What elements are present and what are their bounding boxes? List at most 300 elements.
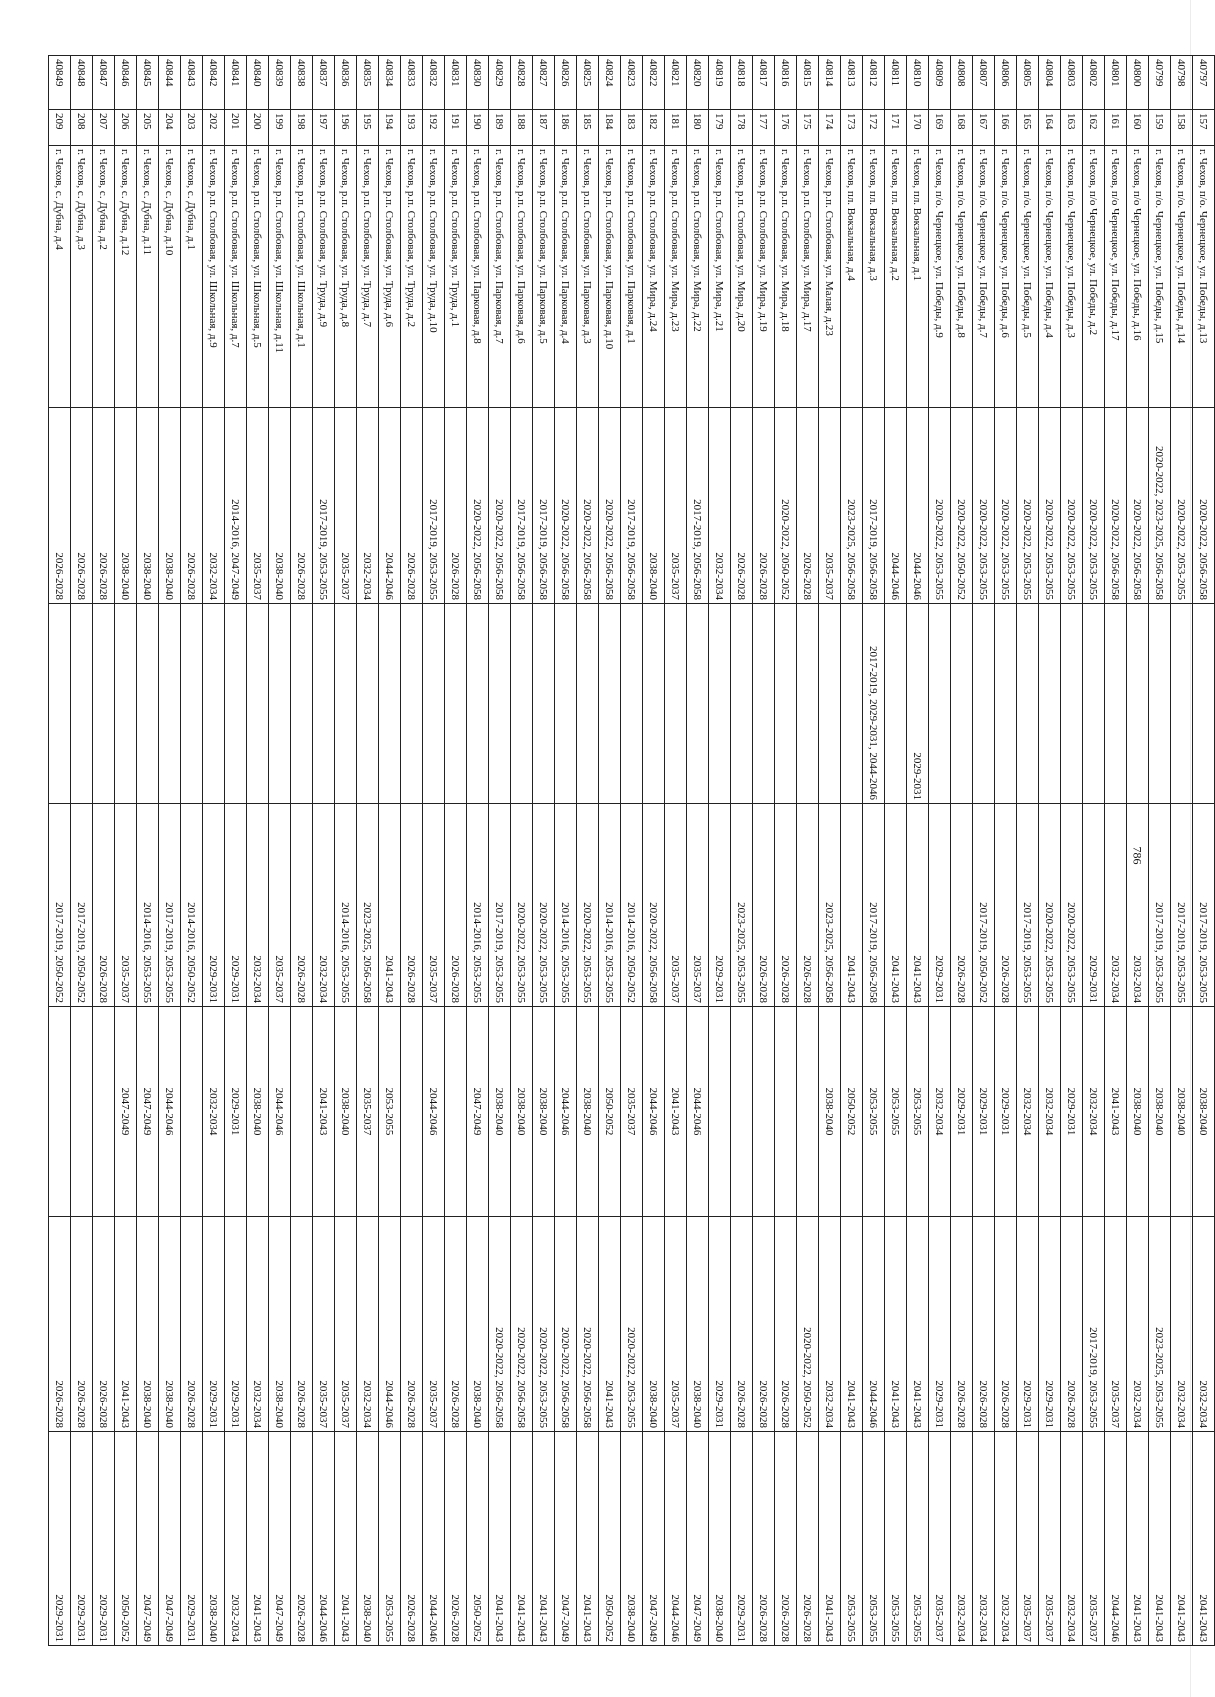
address-cell: г. Чехов, р.п. Столбовая, ул. Школьная, д.1 (291, 146, 313, 408)
period-col-3-cell: 2026-2028 (775, 804, 797, 1007)
row-number-cell: 198 (291, 110, 313, 146)
period-col-6-cell: 2047-2049 (555, 1432, 577, 1646)
period-col-5-cell: 2041-2043 (115, 1217, 137, 1432)
period-col-1-cell: 2026-2028 (181, 408, 203, 604)
row-id-cell: 40825 (577, 56, 599, 110)
row-id-cell: 40814 (819, 56, 841, 110)
period-col-6-cell: 2047-2049 (137, 1432, 159, 1646)
address-cell: г. Чехов, р.п. Столбовая, ул. Парковая, д.7 (489, 146, 511, 408)
period-col-1-cell: 2020-2022, 2056-2058 (577, 408, 599, 604)
address-cell: г. Чехов, р.п. Столбовая, ул. Парковая, д.3 (577, 146, 599, 408)
row-id-cell: 40826 (555, 56, 577, 110)
period-col-6-cell: 2041-2043 (1193, 1432, 1215, 1646)
period-col-2-cell (511, 604, 533, 804)
period-col-2-cell (709, 604, 731, 804)
period-col-5-cell: 2020-2022, 2056-2058 (511, 1217, 533, 1432)
row-id-cell: 40846 (115, 56, 137, 110)
period-col-1-cell: 2020-2022, 2056-2058 (1105, 408, 1127, 604)
period-col-1-cell: 2020-2022, 2056-2058 (1127, 408, 1149, 604)
period-col-1-cell: 2044-2046 (907, 408, 929, 604)
period-col-1-cell: 2023-2025, 2056-2058 (841, 408, 863, 604)
period-col-1-cell: 2032-2034 (203, 408, 225, 604)
period-col-5-cell: 2020-2022, 2056-2058 (555, 1217, 577, 1432)
address-cell: г. Чехов, с. Дубна, д.12 (115, 146, 137, 408)
period-col-3-cell: 2017-2019, 2050-2052 (973, 804, 995, 1007)
address-cell: г. Чехов, пл. Вокзальная, д.4 (841, 146, 863, 408)
table-row (951, 56, 973, 1646)
address-cell: г. Чехов, р.п. Столбовая, ул. Труда, д.9 (313, 146, 335, 408)
period-col-3-cell: 2020-2022, 2053-2055 (1061, 804, 1083, 1007)
row-id-cell: 40840 (247, 56, 269, 110)
period-col-5-cell: 2026-2028 (93, 1217, 115, 1432)
period-col-1-cell: 2044-2046 (379, 408, 401, 604)
period-col-1-cell: 2026-2028 (93, 408, 115, 604)
period-col-6-cell: 2047-2049 (269, 1432, 291, 1646)
row-id-cell: 40847 (93, 56, 115, 110)
period-col-6-cell: 2050-2052 (115, 1432, 137, 1646)
period-col-5-cell: 2026-2028 (71, 1217, 93, 1432)
row-number-cell: 168 (951, 110, 973, 146)
period-col-2-cell (159, 604, 181, 804)
period-col-6-cell: 2047-2049 (687, 1432, 709, 1646)
period-col-4-cell: 2044-2046 (643, 1007, 665, 1217)
row-id-cell: 40819 (709, 56, 731, 110)
period-col-2-cell (665, 604, 687, 804)
address-cell: г. Чехов, р.п. Столбовая, ул. Парковая, д.10 (599, 146, 621, 408)
period-col-5-cell: 2044-2046 (379, 1217, 401, 1432)
period-col-2-cell (71, 604, 93, 804)
row-id-cell: 40835 (357, 56, 379, 110)
row-number-cell: 157 (1193, 110, 1215, 146)
period-col-1-cell: 2026-2028 (401, 408, 423, 604)
address-cell: г. Чехов, р.п. Столбовая, ул. Мира, д.23 (665, 146, 687, 408)
table-row (489, 56, 511, 1646)
period-col-1-cell: 2020-2022, 2053-2055 (929, 408, 951, 604)
row-number-cell: 163 (1061, 110, 1083, 146)
row-number-cell: 187 (533, 110, 555, 146)
period-col-1-cell: 2026-2028 (49, 408, 71, 604)
table-row (555, 56, 577, 1646)
period-col-2-cell (951, 604, 973, 804)
period-col-1-cell: 2020-2022, 2056-2058 (555, 408, 577, 604)
row-number-cell: 188 (511, 110, 533, 146)
table-row (357, 56, 379, 1646)
period-col-2-cell (1083, 604, 1105, 804)
period-col-1-cell: 2020-2022, 2053-2055 (1083, 408, 1105, 604)
table-row (665, 56, 687, 1646)
period-col-3-cell: 2023-2025, 2056-2058 (357, 804, 379, 1007)
period-col-5-cell: 2044-2046 (863, 1217, 885, 1432)
row-id-cell: 40798 (1171, 56, 1193, 110)
row-number-cell: 179 (709, 110, 731, 146)
period-col-1-cell: 2032-2034 (357, 408, 379, 604)
period-col-5-cell: 2017-2019, 2053-2055 (1083, 1217, 1105, 1432)
period-col-1-cell: 2026-2028 (445, 408, 467, 604)
period-col-3-cell: 2026-2028 (445, 804, 467, 1007)
period-col-1-cell: 2020-2022, 2050-2052 (775, 408, 797, 604)
address-cell: г. Чехов, р.п. Столбовая, ул. Мира, д.21 (709, 146, 731, 408)
address-cell: г. Чехов, р.п. Столбовая, ул. Парковая, д.8 (467, 146, 489, 408)
period-col-1-cell: 2020-2022, 2056-2058 (489, 408, 511, 604)
period-col-4-cell: 2038-2040 (533, 1007, 555, 1217)
period-col-4-cell: 2047-2049 (115, 1007, 137, 1217)
table-row (269, 56, 291, 1646)
table-row (577, 56, 599, 1646)
period-col-1-cell: 2017-2019, 2053-2055 (313, 408, 335, 604)
table-row (379, 56, 401, 1646)
period-col-6-cell: 2044-2046 (665, 1432, 687, 1646)
period-col-4-cell: 2038-2040 (247, 1007, 269, 1217)
period-col-5-cell: 2032-2034 (357, 1217, 379, 1432)
row-number-cell: 160 (1127, 110, 1149, 146)
period-col-6-cell: 2032-2034 (951, 1432, 973, 1646)
period-col-5-cell: 2029-2031 (225, 1217, 247, 1432)
period-col-6-cell: 2041-2043 (1149, 1432, 1171, 1646)
period-col-2-cell (753, 604, 775, 804)
period-col-5-cell: 2038-2040 (687, 1217, 709, 1432)
table-row (1083, 56, 1105, 1646)
row-id-cell: 40800 (1127, 56, 1149, 110)
address-cell: г. Чехов, пл. Вокзальная, д.2 (885, 146, 907, 408)
period-col-1-cell: 2032-2034 (709, 408, 731, 604)
row-id-cell: 40838 (291, 56, 313, 110)
address-cell: г. Чехов, с. Дубна, д.4 (49, 146, 71, 408)
period-col-6-cell: 2038-2040 (203, 1432, 225, 1646)
row-number-cell: 197 (313, 110, 335, 146)
period-col-3-cell: 2020-2022, 2053-2055 (533, 804, 555, 1007)
period-col-2-cell (93, 604, 115, 804)
period-col-3-cell: 2032-2034 (313, 804, 335, 1007)
period-col-6-cell: 2050-2052 (467, 1432, 489, 1646)
row-number-cell: 194 (379, 110, 401, 146)
period-col-4-cell: 2032-2034 (1017, 1007, 1039, 1217)
address-cell: г. Чехов, п/о. Чернецкое, ул. Победы, д.4 (1039, 146, 1061, 408)
period-col-2-cell (357, 604, 379, 804)
rotated-table-container (53, 55, 1215, 1645)
period-col-2-cell (313, 604, 335, 804)
address-cell: г. Чехов, р.п. Столбовая, ул. Труда, д.1 (445, 146, 467, 408)
row-id-cell: 40830 (467, 56, 489, 110)
address-cell: г. Чехов, р.п. Столбовая, ул. Малая, д.23 (819, 146, 841, 408)
row-id-cell: 40810 (907, 56, 929, 110)
period-col-5-cell: 2026-2028 (753, 1217, 775, 1432)
row-number-cell: 162 (1083, 110, 1105, 146)
period-col-4-cell: 2029-2031 (1061, 1007, 1083, 1217)
address-cell: г. Чехов, р.п. Столбовая, ул. Школьная, д.11 (269, 146, 291, 408)
period-col-2-cell (599, 604, 621, 804)
period-col-1-cell: 2014-2016, 2047-2049 (225, 408, 247, 604)
period-col-4-cell (71, 1007, 93, 1217)
period-col-3-cell: 2026-2028 (995, 804, 1017, 1007)
row-number-cell: 175 (797, 110, 819, 146)
period-col-5-cell: 2038-2040 (643, 1217, 665, 1432)
period-col-2-cell (1171, 604, 1193, 804)
row-number-cell: 170 (907, 110, 929, 146)
period-col-2-cell: 2017-2019, 2029-2031, 2044-2046 (863, 604, 885, 804)
period-col-5-cell: 2023-2025, 2053-2055 (1149, 1217, 1171, 1432)
row-number-cell: 196 (335, 110, 357, 146)
period-col-3-cell: 2017-2019, 2053-2055 (1149, 804, 1171, 1007)
row-number-cell: 182 (643, 110, 665, 146)
row-id-cell: 40848 (71, 56, 93, 110)
period-col-6-cell: 2041-2043 (511, 1432, 533, 1646)
period-col-3-cell: 2029-2031 (203, 804, 225, 1007)
table-row (621, 56, 643, 1646)
period-col-3-cell: 2014-2016, 2050-2052 (181, 804, 203, 1007)
address-cell: г. Чехов, с. Дубна, д.10 (159, 146, 181, 408)
period-col-5-cell: 2026-2028 (291, 1217, 313, 1432)
period-col-5-cell: 2032-2034 (247, 1217, 269, 1432)
row-number-cell: 201 (225, 110, 247, 146)
row-number-cell: 177 (753, 110, 775, 146)
period-col-5-cell: 2029-2031 (709, 1217, 731, 1432)
period-col-6-cell: 2026-2028 (445, 1432, 467, 1646)
period-col-3-cell: 2035-2037 (687, 804, 709, 1007)
period-col-4-cell (753, 1007, 775, 1217)
period-col-6-cell: 2032-2034 (973, 1432, 995, 1646)
period-col-5-cell: 2026-2028 (973, 1217, 995, 1432)
row-number-cell: 195 (357, 110, 379, 146)
period-col-2-cell (1061, 604, 1083, 804)
row-number-cell: 174 (819, 110, 841, 146)
row-id-cell: 40811 (885, 56, 907, 110)
period-col-3-cell: 2041-2043 (379, 804, 401, 1007)
period-col-3-cell: 2026-2028 (951, 804, 973, 1007)
period-col-5-cell: 2032-2034 (819, 1217, 841, 1432)
period-col-5-cell: 2020-2022, 2053-2055 (533, 1217, 555, 1432)
period-col-6-cell: 2026-2028 (753, 1432, 775, 1646)
row-id-cell: 40797 (1193, 56, 1215, 110)
row-number-cell: 207 (93, 110, 115, 146)
period-col-5-cell: 2041-2043 (841, 1217, 863, 1432)
period-col-6-cell: 2029-2031 (49, 1432, 71, 1646)
address-cell: г. Чехов, п/о. Чернецкое, ул. Победы, д.6 (995, 146, 1017, 408)
period-col-5-cell: 2026-2028 (445, 1217, 467, 1432)
period-col-6-cell: 2053-2055 (863, 1432, 885, 1646)
period-col-4-cell (181, 1007, 203, 1217)
period-col-2-cell (269, 604, 291, 804)
period-col-6-cell: 2044-2046 (313, 1432, 335, 1646)
period-col-2-cell (291, 604, 313, 804)
period-col-6-cell: 2047-2049 (643, 1432, 665, 1646)
period-col-3-cell: 2017-2019, 2056-2058 (863, 804, 885, 1007)
table-row (423, 56, 445, 1646)
address-cell: г. Чехов, р.п. Столбовая, ул. Труда, д.2 (401, 146, 423, 408)
row-id-cell: 40805 (1017, 56, 1039, 110)
period-col-1-cell: 2020-2022, 2053-2055 (1017, 408, 1039, 604)
row-id-cell: 40820 (687, 56, 709, 110)
period-col-1-cell: 2017-2019, 2053-2055 (423, 408, 445, 604)
period-col-4-cell: 2053-2055 (863, 1007, 885, 1217)
period-col-3-cell: 2035-2037 (115, 804, 137, 1007)
period-col-4-cell: 2038-2040 (1171, 1007, 1193, 1217)
period-col-3-cell: 2029-2031 (709, 804, 731, 1007)
row-id-cell: 40831 (445, 56, 467, 110)
period-col-6-cell: 2029-2031 (181, 1432, 203, 1646)
period-col-5-cell: 2026-2028 (775, 1217, 797, 1432)
period-col-2-cell (929, 604, 951, 804)
row-number-cell: 161 (1105, 110, 1127, 146)
address-cell: г. Чехов, р.п. Столбовая, ул. Школьная, д.7 (225, 146, 247, 408)
table-row (599, 56, 621, 1646)
period-col-4-cell: 2032-2034 (203, 1007, 225, 1217)
period-col-4-cell (49, 1007, 71, 1217)
row-id-cell: 40818 (731, 56, 753, 110)
address-cell: г. Чехов, р.п. Столбовая, ул. Труда, д.6 (379, 146, 401, 408)
period-col-2-cell (973, 604, 995, 804)
period-col-1-cell: 2020-2022, 2050-2052 (951, 408, 973, 604)
period-col-5-cell: 2035-2037 (665, 1217, 687, 1432)
period-col-2-cell (335, 604, 357, 804)
period-col-6-cell: 2041-2043 (533, 1432, 555, 1646)
period-col-3-cell: 2014-2016, 2053-2055 (599, 804, 621, 1007)
period-col-5-cell: 2038-2040 (159, 1217, 181, 1432)
row-number-cell: 200 (247, 110, 269, 146)
row-id-cell: 40813 (841, 56, 863, 110)
period-col-2-cell (225, 604, 247, 804)
address-cell: г. Чехов, п/о. Чернецкое, ул. Победы, д.8 (951, 146, 973, 408)
period-col-3-cell: 2026-2028 (93, 804, 115, 1007)
period-col-3-cell: 2026-2028 (797, 804, 819, 1007)
row-number-cell: 164 (1039, 110, 1061, 146)
address-cell: г. Чехов, пл. Вокзальная, д.1 (907, 146, 929, 408)
period-col-4-cell: 2038-2040 (1193, 1007, 1215, 1217)
period-col-2-cell (1149, 604, 1171, 804)
period-col-1-cell: 2026-2028 (71, 408, 93, 604)
row-id-cell: 40806 (995, 56, 1017, 110)
period-col-3-cell: 2035-2037 (665, 804, 687, 1007)
period-col-6-cell: 2044-2046 (1105, 1432, 1127, 1646)
period-col-5-cell: 2038-2040 (137, 1217, 159, 1432)
table-row (1149, 56, 1171, 1646)
period-col-3-cell: 2017-2019, 2053-2055 (1017, 804, 1039, 1007)
row-id-cell: 40822 (643, 56, 665, 110)
row-id-cell: 40836 (335, 56, 357, 110)
period-col-3-cell: 2032-2034 (1127, 804, 1149, 1007)
period-col-3-cell: 2026-2028 (401, 804, 423, 1007)
table-row (797, 56, 819, 1646)
row-number-cell: 176 (775, 110, 797, 146)
table-row (1039, 56, 1061, 1646)
row-id-cell: 40812 (863, 56, 885, 110)
period-col-5-cell: 2026-2028 (49, 1217, 71, 1432)
period-col-2-cell (401, 604, 423, 804)
address-cell: г. Чехов, п/о. Чернецкое, ул. Победы, д.3 (1061, 146, 1083, 408)
period-col-1-cell: 2017-2019, 2056-2058 (533, 408, 555, 604)
table-row (709, 56, 731, 1646)
address-cell: г. Чехов, п/о. Чернецкое, ул. Победы, д.5 (1017, 146, 1039, 408)
period-col-4-cell: 2053-2055 (907, 1007, 929, 1217)
period-col-2-cell (489, 604, 511, 804)
period-col-5-cell: 2041-2043 (907, 1217, 929, 1432)
table-row (687, 56, 709, 1646)
period-col-3-cell: 2020-2022, 2053-2055 (511, 804, 533, 1007)
row-id-cell: 40809 (929, 56, 951, 110)
period-col-4-cell: 2035-2037 (621, 1007, 643, 1217)
period-col-3-cell: 2017-2019, 2053-2055 (1193, 804, 1215, 1007)
period-col-6-cell: 2026-2028 (775, 1432, 797, 1646)
table-row (731, 56, 753, 1646)
period-col-1-cell: 2020-2022, 2023-2025, 2056-2058 (1149, 408, 1171, 604)
table-row (159, 56, 181, 1646)
table-row (511, 56, 533, 1646)
period-col-1-cell: 2038-2040 (115, 408, 137, 604)
period-col-2-cell (687, 604, 709, 804)
period-col-6-cell: 2041-2043 (247, 1432, 269, 1646)
period-col-1-cell: 2038-2040 (159, 408, 181, 604)
period-col-3-cell: 2017-2019, 2050-2052 (49, 804, 71, 1007)
period-col-6-cell: 2038-2040 (709, 1432, 731, 1646)
address-cell: г. Чехов, п/о. Чернецкое, ул. Победы, д.7 (973, 146, 995, 408)
period-col-5-cell: 2032-2034 (1171, 1217, 1193, 1432)
period-col-1-cell: 2026-2028 (731, 408, 753, 604)
row-number-cell: 172 (863, 110, 885, 146)
period-col-5-cell: 2035-2037 (1105, 1217, 1127, 1432)
period-col-6-cell: 2053-2055 (885, 1432, 907, 1646)
period-col-4-cell: 2029-2031 (951, 1007, 973, 1217)
table-row (247, 56, 269, 1646)
period-col-4-cell: 2029-2031 (995, 1007, 1017, 1217)
period-col-4-cell: 2032-2034 (1039, 1007, 1061, 1217)
period-col-6-cell: 2038-2040 (357, 1432, 379, 1646)
period-col-1-cell: 2038-2040 (137, 408, 159, 604)
period-col-4-cell (775, 1007, 797, 1217)
period-col-5-cell: 2026-2028 (401, 1217, 423, 1432)
address-cell: г. Чехов, с. Дубна, д.1 (181, 146, 203, 408)
period-col-3-cell: 2014-2016, 2053-2055 (335, 804, 357, 1007)
row-number-cell: 169 (929, 110, 951, 146)
row-id-cell: 40843 (181, 56, 203, 110)
period-col-1-cell: 2035-2037 (335, 408, 357, 604)
row-id-cell: 40817 (753, 56, 775, 110)
period-col-2-cell (885, 604, 907, 804)
period-col-3-cell: 2029-2031 (929, 804, 951, 1007)
table-row (863, 56, 885, 1646)
address-cell: г. Чехов, п/о. Чернецкое, ул. Победы, д.9 (929, 146, 951, 408)
period-col-1-cell: 2044-2046 (885, 408, 907, 604)
row-number-cell: 204 (159, 110, 181, 146)
period-col-3-cell: 2026-2028 (291, 804, 313, 1007)
row-number-cell: 205 (137, 110, 159, 146)
table-row (401, 56, 423, 1646)
address-cell: г. Чехов, с. Дубна, д.3 (71, 146, 93, 408)
row-id-cell: 40824 (599, 56, 621, 110)
period-col-6-cell: 2041-2043 (819, 1432, 841, 1646)
period-col-5-cell: 2026-2028 (995, 1217, 1017, 1432)
period-col-5-cell: 2041-2043 (599, 1217, 621, 1432)
row-number-cell: 189 (489, 110, 511, 146)
period-col-1-cell: 2035-2037 (819, 408, 841, 604)
row-id-cell: 40816 (775, 56, 797, 110)
address-cell: г. Чехов, р.п. Столбовая, ул. Мира, д.17 (797, 146, 819, 408)
period-col-1-cell: 2020-2022, 2053-2055 (1061, 408, 1083, 604)
period-col-6-cell: 2026-2028 (797, 1432, 819, 1646)
period-col-2-cell (577, 604, 599, 804)
period-col-2-cell (1039, 604, 1061, 804)
period-col-4-cell: 2044-2046 (555, 1007, 577, 1217)
period-col-5-cell: 2038-2040 (467, 1217, 489, 1432)
table-row (313, 56, 335, 1646)
row-number-cell: 193 (401, 110, 423, 146)
table-row (885, 56, 907, 1646)
period-col-4-cell (401, 1007, 423, 1217)
period-col-3-cell: 2032-2034 (247, 804, 269, 1007)
period-col-5-cell: 2032-2034 (1127, 1217, 1149, 1432)
row-id-cell: 40815 (797, 56, 819, 110)
period-col-4-cell (797, 1007, 819, 1217)
row-id-cell: 40804 (1039, 56, 1061, 110)
period-col-3-cell: 2014-2016, 2053-2055 (555, 804, 577, 1007)
